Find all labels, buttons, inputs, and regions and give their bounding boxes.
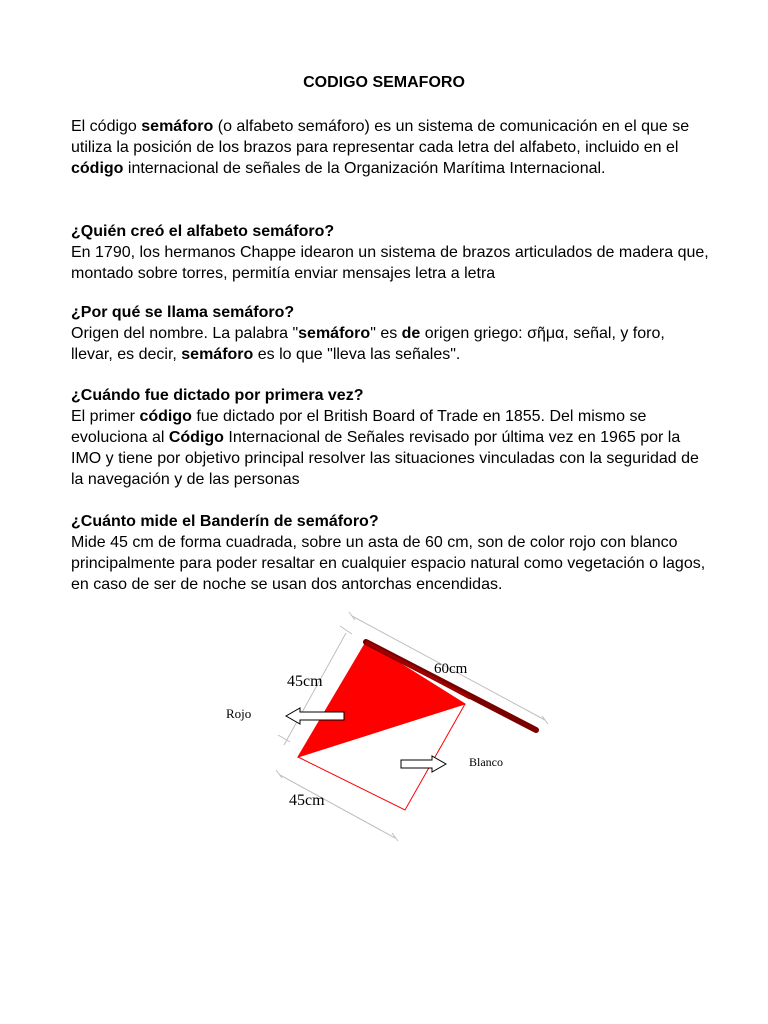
section-por-que xyxy=(71,302,711,365)
text-run: Origen del nombre. La palabra " xyxy=(71,325,299,342)
bold-run: de xyxy=(401,325,421,342)
text-run: El primer xyxy=(71,408,140,425)
intro-paragraph xyxy=(71,116,711,179)
bold-run: semáforo xyxy=(181,346,254,363)
section-heading: ¿Cuánto mide el Banderín de semáforo? xyxy=(71,513,379,530)
label-45cm-bottom: 45cm xyxy=(289,792,325,809)
label-60cm: 60cm xyxy=(434,661,468,677)
bold-run: semáforo xyxy=(141,118,214,135)
label-rojo: Rojo xyxy=(226,706,252,721)
text-run: " es xyxy=(370,325,402,342)
section-heading: ¿Quién creó el alfabeto semáforo? xyxy=(71,223,335,240)
section-cuanto-mide xyxy=(71,511,711,595)
section-quien xyxy=(71,221,711,284)
section-text: En 1790, los hermanos Chappe idearon un sistema de brazos articulados de madera que, montado sobre torres, permitía enviar mensajes letra a letra xyxy=(71,244,709,282)
label-blanco: Blanco xyxy=(469,755,503,769)
dimension-tick xyxy=(278,735,290,742)
section-heading: ¿Por qué se llama semáforo? xyxy=(71,304,295,321)
text-run: Internacional de Señales revisado por última vez en 1965 por la IMO y tiene por objetivo principal resolver las situaciones vinculadas con la seguridad de la navegación y de las personas xyxy=(71,429,699,488)
flag-diagram xyxy=(0,600,768,850)
section-text: Mide 45 cm de forma cuadrada, sobre un asta de 60 cm, son de color rojo con blanco principalmente para poder resaltar en cualquier espacio natural como vegetación o lagos, en caso de ser de noche se usan dos antorchas encendidas. xyxy=(71,534,706,593)
bold-run: semáforo xyxy=(298,325,371,342)
text-run: es lo que "lleva las señales". xyxy=(253,346,461,363)
document-title: CODIGO SEMAFORO xyxy=(303,74,465,91)
dimension-tick xyxy=(349,612,355,620)
text-run: El código xyxy=(71,118,142,135)
text-run: internacional de señales de la Organización Marítima Internacional. xyxy=(123,160,606,177)
bold-run: código xyxy=(139,408,192,425)
text-run: (o alfabeto semáforo) es un sistema de comunicación en el que se utiliza la posición de los brazos para representar cada letra del alfabeto, incluido en el xyxy=(71,118,690,156)
text-run: origen griego: σῆμα, señal, y foro, llevar, es decir, xyxy=(71,325,665,363)
bold-run: código xyxy=(71,160,124,177)
label-45cm-top: 45cm xyxy=(287,673,323,690)
text-run: fue dictado por el British Board of Trade en 1855. Del mismo se evoluciona al xyxy=(71,408,647,446)
dimension-tick xyxy=(340,626,352,634)
bold-run: Código xyxy=(168,429,224,446)
section-cuando xyxy=(71,385,711,490)
dimension-tick xyxy=(276,770,282,778)
section-heading: ¿Cuándo fue dictado por primera vez? xyxy=(71,387,364,404)
dimension-tick xyxy=(542,716,548,724)
